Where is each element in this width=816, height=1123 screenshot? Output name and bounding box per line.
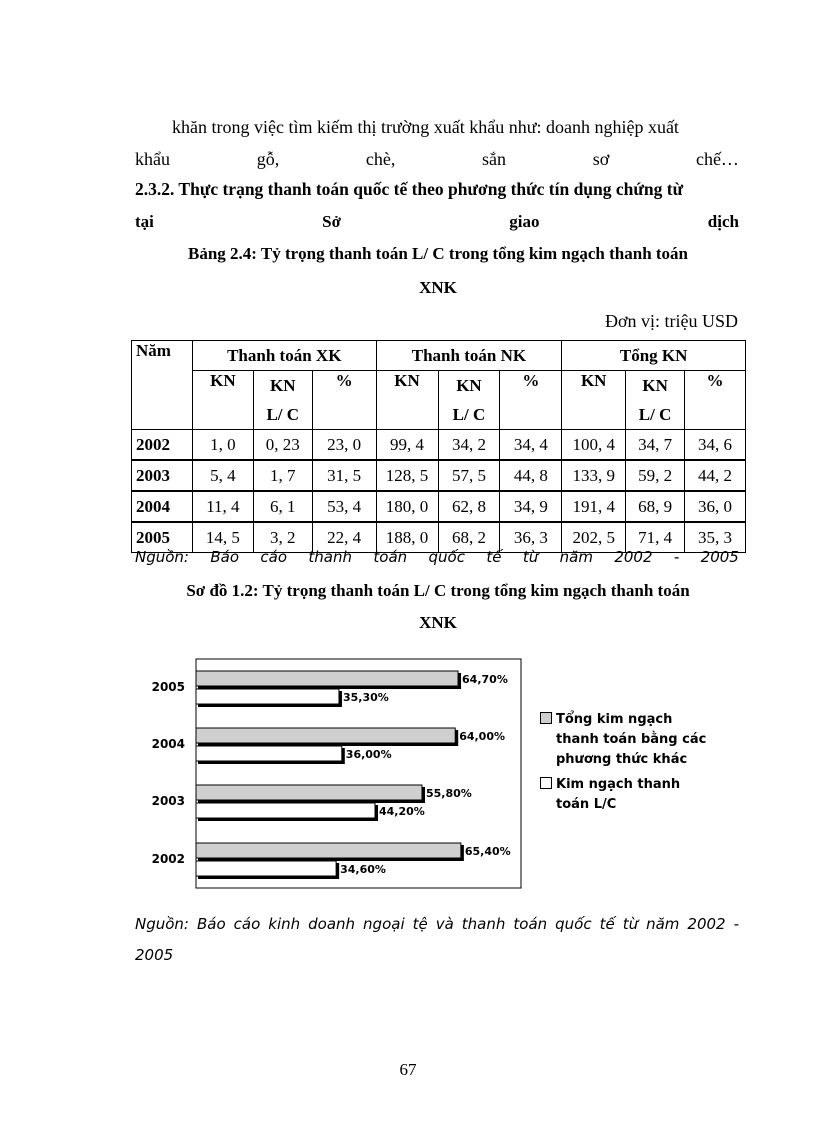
data-label-2004-series-1: 36,00%: [345, 748, 392, 761]
legend-item-lc: Kim ngạch thanh toán L/C: [540, 775, 706, 815]
data-label-2003-series-0: 55,80%: [425, 787, 472, 800]
word: gỗ,: [256, 149, 280, 169]
header-kn: KN: [562, 371, 626, 430]
table-row: 2004 11, 4 6, 1 53, 4 180, 0 62, 8 34, 9 191, 4 68, 9 36, 0: [132, 491, 746, 522]
data-label-2002-series-1: 34,60%: [340, 863, 386, 876]
legend-swatch-white: [540, 777, 552, 789]
table-row: 2005 14, 5 3, 2 22, 4 188, 0 68, 2 36, 3 202, 5 71, 4 35, 3: [132, 522, 746, 553]
table-caption-line-2: XNK: [419, 278, 457, 297]
bar-2003-series-0: [196, 785, 422, 800]
chart-caption-line-1: Sơ đồ 1.2: Tỷ trọng thanh toán L/ C trong tổng kim ngạch thanh toán: [186, 581, 690, 600]
source-note-1: Nguồn: Báo cáo thanh toán quốc tế từ năm 2002 - 2005: [135, 548, 739, 566]
bar-2002-series-1: [196, 861, 336, 876]
legend-swatch-gray: [540, 712, 552, 724]
word: giao: [509, 212, 540, 231]
chart-caption-line-2: XNK: [419, 613, 457, 632]
data-label-2004-series-0: 64,00%: [459, 730, 506, 743]
header-group-export: Thanh toán XK: [192, 341, 376, 371]
data-label-2005-series-1: 35,30%: [342, 691, 389, 704]
chart-legend: [540, 710, 706, 815]
table-row: 2003 5, 4 1, 7 31, 5 128, 5 57, 5 44, 8 133, 9 59, 2 44, 2: [132, 460, 746, 491]
header-group-total: Tổng KN: [562, 341, 746, 371]
header-pct: %: [685, 371, 746, 430]
bar-2004-series-0: [196, 728, 455, 743]
bar-2005-series-1: [196, 689, 339, 704]
source-note-2-line-2: 2005: [135, 946, 174, 964]
word: sơ: [592, 149, 610, 169]
bar-2005-series-0: [196, 671, 458, 686]
data-label-2003-series-1: 44,20%: [379, 805, 425, 818]
data-label-2002-series-0: 65,40%: [464, 845, 511, 858]
table-caption-line-1: Bảng 2.4: Tỷ trọng thanh toán L/ C trong tổng kim ngạch thanh toán: [187, 244, 689, 263]
legend-item-other: Tổng kim ngạch thanh toán bằng các phương thức khác: [540, 710, 706, 770]
header-kn-lc: KN L/ C: [438, 371, 500, 430]
bar-2002-series-0: [196, 843, 461, 858]
header-year: Năm: [132, 341, 193, 430]
header-group-import: Thanh toán NK: [376, 341, 562, 371]
section-heading-line-1: 2.3.2. Thực trạng thanh toán quốc tế theo phương thức tín dụng chứng từ: [135, 179, 684, 199]
header-kn-lc: KN L/ C: [253, 371, 312, 430]
header-kn: KN: [376, 371, 438, 430]
header-kn: KN: [192, 371, 253, 430]
word: tại: [135, 212, 154, 231]
word: Sở: [322, 212, 342, 231]
word: chè,: [365, 149, 396, 169]
data-label-2005-series-0: 64,70%: [462, 673, 508, 686]
word: sắn: [482, 149, 507, 169]
category-label-2005: 2005: [151, 680, 185, 694]
header-kn-lc: KN L/ C: [626, 371, 685, 430]
header-pct: %: [500, 371, 562, 430]
source-note-2-line-1: Nguồn: Báo cáo kinh doanh ngoại tệ và thanh toán quốc tế từ năm 2002 -: [135, 915, 739, 933]
page-number: 67: [399, 1060, 417, 1079]
category-label-2002: 2002: [151, 852, 185, 866]
category-label-2004: 2004: [151, 737, 185, 751]
unit-label: Đơn vị: triệu USD: [604, 311, 738, 331]
word: dịch: [707, 212, 739, 231]
header-pct: %: [312, 371, 376, 430]
word: chế…: [695, 149, 739, 169]
word: khẩu: [135, 149, 170, 169]
bar-2004-series-1: [196, 746, 342, 761]
category-label-2003: 2003: [151, 794, 185, 808]
paragraph-line-1: khăn trong việc tìm kiếm thị trường xuất khẩu như: doanh nghiệp xuất: [172, 117, 679, 137]
bar-2003-series-1: [196, 803, 375, 818]
table-row: 2002 1, 0 0, 23 23, 0 99, 4 34, 2 34, 4 100, 4 34, 7 34, 6: [132, 430, 746, 461]
